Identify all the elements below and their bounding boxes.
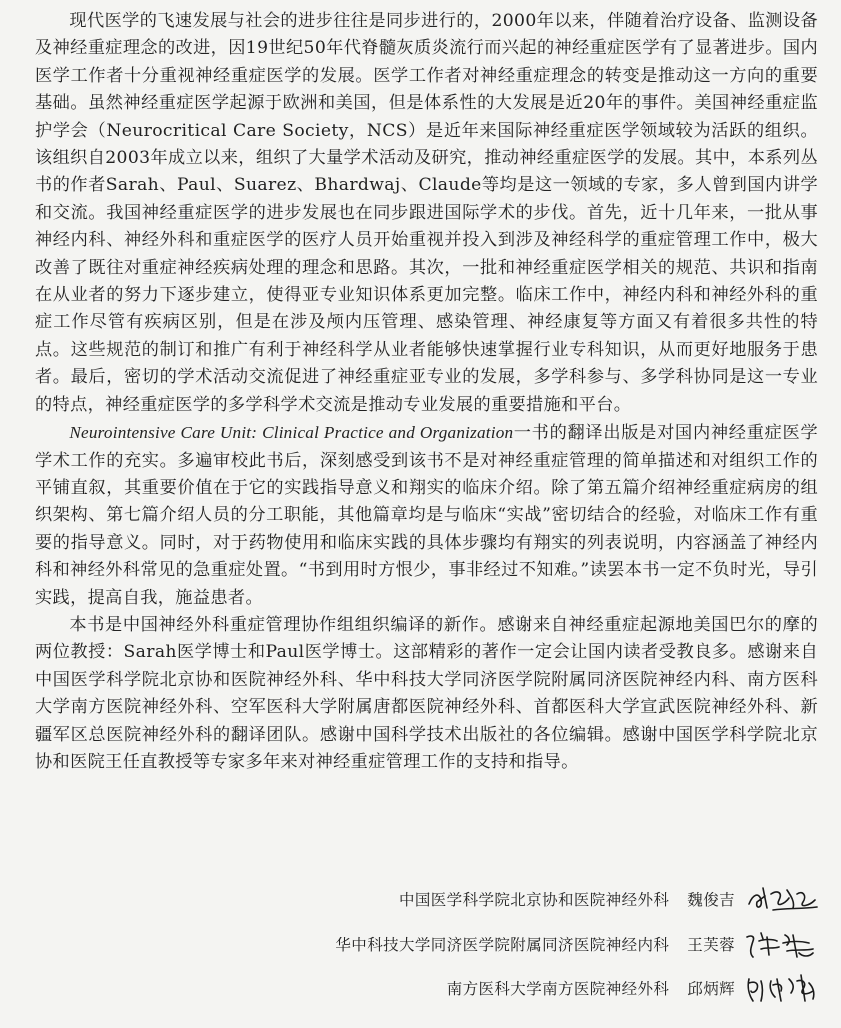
preface-body <box>35 8 818 776</box>
signature-name: 王芙蓉 <box>687 936 735 954</box>
handwritten-signature <box>743 927 821 961</box>
signature-row <box>447 971 821 1005</box>
paragraph-2-text: 一书的翻译出版是对国内神经重症医学学术工作的充实。多遍审校此书后，深刻感受到该书不是对神经重症管理的简单描述和对组织工作的平铺直叙，其重要价值在于它的实践指导意义和翔实的临床介绍。除了第五篇介绍神经重症病房的组织架构、第七篇介绍人员的分工职能，其他篇章均是与临床“实战”密切结合的经验，对临床工作有重要的指导意义。同时，对于药物使用和临床实践的具体步骤均有翔实的列表说明，内容涵盖了神经内科和神经外科常见的急重症处置。“书到用时方恨少，事非经过不知难。”读罢本书一定不负时光，导引实践，提高自我，施益患者。 <box>35 423 819 608</box>
paragraph-2 <box>35 419 818 612</box>
signature-row <box>335 927 821 961</box>
signature-row <box>399 882 821 916</box>
book-title: Neurointensive Care Unit: Clinical Practice and Organization <box>69 423 514 443</box>
paragraph-3: 本书是中国神经外科重症管理协作组组织编译的新作。感谢来自神经重症起源地美国巴尔的摩的两位教授：Sarah医学博士和Paul医学博士。这部精彩的著作一定会让国内读者受教良多。感谢来自中国医学科学院北京协和医院神经外科、华中科技大学同济医学院附属同济医院神经内科、南方医科大学南方医院神经外科、空军医科大学附属唐都医院神经外科、首都医科大学宣武医院神经外科、新疆军区总医院神经外科的翻译团队。感谢中国科学技术出版社的各位编辑。感谢中国医学科学院北京协和医院王任直教授等专家多年来对神经重症管理工作的支持和指导。 <box>35 614 818 772</box>
signature-name: 邱炳辉 <box>687 980 735 998</box>
handwritten-signature <box>743 882 821 916</box>
signature-institution: 中国医学科学院北京协和医院神经外科 <box>398 891 670 909</box>
paragraph-1: 现代医学的飞速发展与社会的进步往往是同步进行的，2000年以来，伴随着治疗设备、监测设备及神经重症理念的改进，因19世纪50年代脊髓灰质炎流行而兴起的神经重症医学有了显著进步。国内医学工作者十分重视神经重症医学的发展。医学工作者对神经重症理念的转变是推动这一方向的重要基础。虽然神经重症医学起源于欧洲和美国，但是体系性的大发展是近20年的事件。美国神经重症监护学会（Neurocritical Care Society，NCS）是近年来国际神经重症医学领域较为活跃的组织。该组织自2003年成立以来，组织了大量学术活动及研究，推动神经重症医学的发展。其中，本系列丛书的作者Sarah、Paul、Suarez、Bhardwaj、Claude等均是这一领域的专家，多人曾到国内讲学和交流。我国神经重症医学的进步发展也在同步跟进国际学术的步伐。首先，近十几年来，一批从事神经内科、神经外科和重症医学的医疗人员开始重视并投入到涉及神经科学的重症管理工作中，极大改善了既往对重症神经疾病处理的理念和思路。其次，一批和神经重症医学相关的规范、共识和指南在从业者的努力下逐步建立，使得亚专业知识体系更加完整。临床工作中，神经内科和神经外科的重症工作尽管有疾病区别，但是在涉及颅内压管理、感染管理、神经康复等方面又有着很多共性的特点。这些规范的制订和推广有利于神经科学从业者能够快速掌握行业专科知识，从而更好地服务于患者。最后，密切的学术活动交流促进了神经重症亚专业的发展，多学科参与、多学科协同是这一专业的特点，神经重症医学的多学科学术交流是推动专业发展的重要措施和平台。 <box>35 11 818 415</box>
signature-name: 魏俊吉 <box>687 891 735 909</box>
handwritten-signature <box>743 971 821 1005</box>
signature-institution: 南方医科大学南方医院神经外科 <box>446 980 670 998</box>
signature-institution: 华中科技大学同济医学院附属同济医院神经内科 <box>335 936 670 954</box>
